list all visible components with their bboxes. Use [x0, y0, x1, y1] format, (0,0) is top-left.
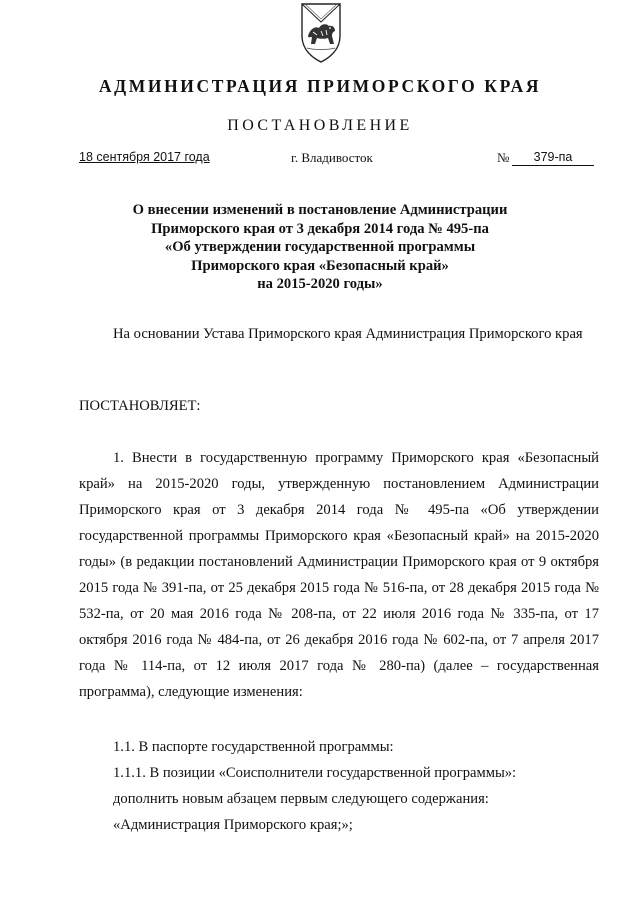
title-line: на 2015-2020 годы»	[257, 276, 383, 292]
item-1-1-paragraph: 1.1. В паспорте государственной программы:	[113, 739, 394, 755]
organization-name: АДМИНИСТРАЦИЯ ПРИМОРСКОГО КРАЯ	[98, 76, 542, 96]
title-line: Приморского края «Безопасный край»	[191, 257, 449, 274]
document-type: ПОСТАНОВЛЕНИЕ	[227, 117, 413, 134]
add-paragraph-instruction: дополнить новым абзацем первым следующего содержания:	[113, 791, 489, 807]
document-city: г. Владивосток	[291, 150, 373, 165]
resolves-heading: ПОСТАНОВЛЯЕТ:	[79, 398, 201, 414]
primorsky-krai-coat-of-arms-icon	[299, 2, 343, 64]
title-line: Приморского края от 3 декабря 2014 года № 495-па	[151, 220, 489, 237]
title-line: О внесении изменений в постановление Администрации	[132, 202, 508, 218]
title-line: «Об утверждении государственной программы	[164, 239, 476, 255]
quoted-text: «Администрация Приморского края;»;	[113, 817, 353, 833]
basis-paragraph: На основании Устава Приморского края Администрация Приморского края	[113, 326, 583, 342]
item-1-paragraph: 1. Внести в государственную программу Приморского края «Безопасный край» на 2015-2020 годы, утвержденную постановлением Администрации Приморского края от 3 декабря 2014 года № 495-па «Об утверждении государственной программы Приморского края «Безопасный край» на 2015-2020 годы» (в редакции постановлений Администрации Приморского края от 9 октября 2015 года № 391-па, от 25 декабря 2015 года № 516-па, от 28 декабря 2015 года № 532-па, от 20 мая 2016 года № 208-па, от 22 июля 2016 года № 335-па, от 17 октября 2016 года № 484-па, от 26 декабря 2016 года № 602-па, от 7 апреля 2017 года № 114-па, от 12 июля 2017 года № 280-па) (далее – государственная программа), следующие изменения:	[79, 450, 599, 700]
document-number: 379-па	[512, 150, 594, 166]
number-sign: №	[497, 150, 510, 165]
document-date: 18 сентября 2017 года	[79, 150, 210, 164]
document-title	[80, 201, 560, 294]
item-1-1-1-paragraph: 1.1.1. В позиции «Соисполнители государственной программы»:	[113, 765, 517, 781]
